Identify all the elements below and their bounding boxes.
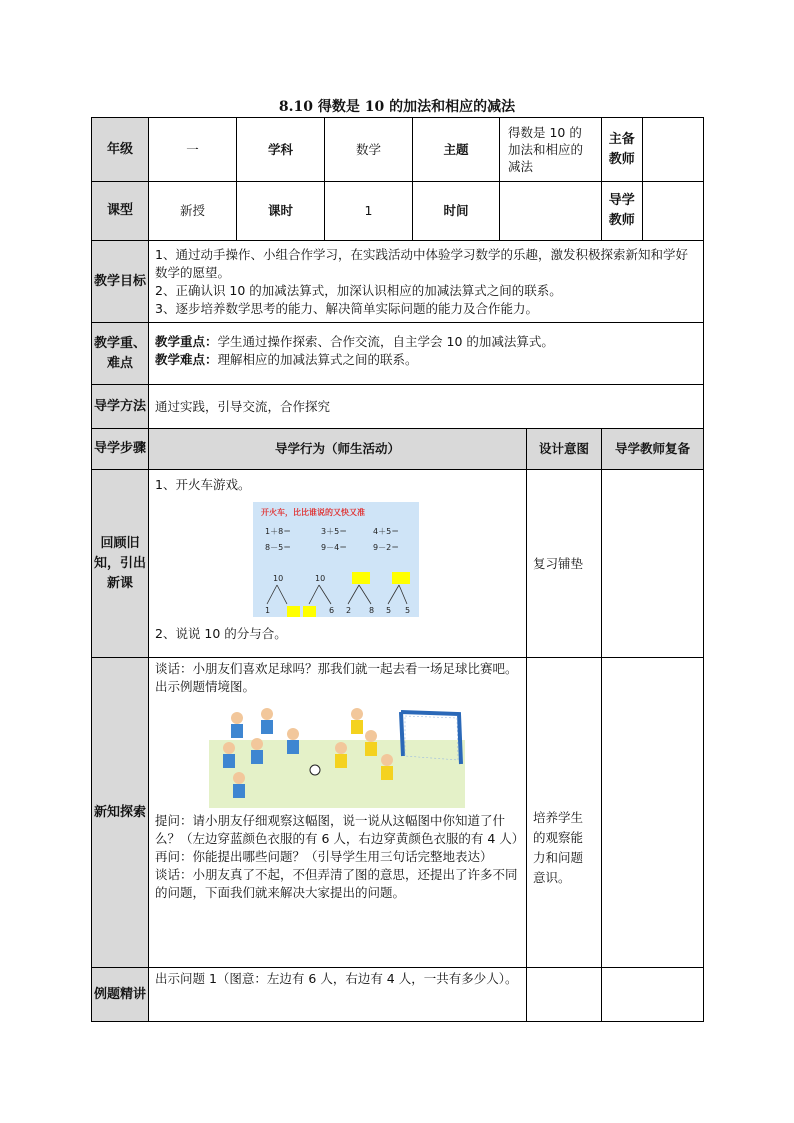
explore-p4: 再问：你能提出哪些问题？（引导学生用三句话完整地表达） [155,849,493,864]
steps-label: 导学步骤 [92,429,149,470]
grade-value: 一 [149,118,237,182]
equation-5: 9－4＝ [321,543,348,552]
theme-value: 得数是 10 的加法和相应的减法 [500,118,602,182]
example-label: 例题精讲 [92,968,149,1022]
method-row [92,385,704,429]
steps-header-row [92,429,704,470]
tree-2-right: 6 [329,606,335,615]
explore-p2: 出示例题情境图。 [155,679,256,694]
grade-label: 年级 [92,118,149,182]
review-label: 回顾旧知，引出新课 [92,470,149,658]
lesson-plan-table [91,117,704,1022]
subject-label: 学科 [237,118,325,182]
guide-value [642,182,703,240]
goal-item-3: 3、逐步培养数学思考的能力、解决简单实际问题的能力及合作能力。 [155,300,538,316]
type-label: 课型 [92,182,149,241]
time-value [500,182,602,241]
goals-label: 教学目标 [92,241,149,323]
method-text: 通过实践，引导交流，合作探究 [149,385,704,429]
explore-notes [602,658,704,968]
method-label: 导学方法 [92,385,149,429]
blank-box-3 [352,572,370,584]
col-review-header: 导学教师复备 [602,429,704,470]
keypoints-row [92,323,704,385]
train-figure-background [253,502,419,617]
blank-box-1 [287,606,300,617]
example-notes [602,968,704,1022]
equation-4: 8－5＝ [265,543,292,552]
explore-content [149,658,527,968]
goals-content [149,241,704,323]
train-game-figure [253,502,419,617]
example-text: 出示问题 1（图意：左边有 6 人，右边有 4 人，一共有多少人）。 [149,968,527,1022]
difficulty-label: 教学难点： [155,352,218,367]
col-activity-header: 导学行为（师生活动） [149,429,527,470]
explore-p3: 提问：请小朋友仔细观察这幅图，说一说从这幅图中你知道了什么？（左边穿蓝颜色衣服的有 6 人，右边穿黄颜色衣服的有 4 人） [155,813,525,846]
goals-row [92,241,704,323]
review-line-1: 1、开火车游戏。 [155,477,251,492]
tree-4-right: 5 [405,606,411,615]
equation-1: 1＋8＝ [265,527,292,536]
teacher-cell [602,118,704,182]
review-intent: 复习铺垫 [527,470,602,658]
explore-p5: 谈话：小朋友真了不起，不但弄清了图的意思，还提出了许多不同的问题，下面我们就来解决大家提出的问题。 [155,867,518,900]
tree-4-left: 5 [386,606,392,615]
tree-1-left: 1 [265,606,271,615]
document-title: 8.10 得数是 10 的加法和相应的减法 [278,99,516,115]
focus-label: 教学重点： [155,334,218,349]
soccer-scene-figure [209,700,465,808]
review-line-2: 2、说说 10 的分与合。 [155,626,287,641]
equation-6: 9－2＝ [373,543,400,552]
theme-label: 主题 [413,118,500,182]
review-content [149,470,527,658]
tree-1-top: 10 [273,574,284,583]
info-row-1 [92,118,704,182]
equation-3: 4＋5＝ [373,527,400,536]
explore-intent: 培养学生的观察能力和问题意识。 [527,658,602,968]
example-intent [527,968,602,1022]
focus-text: 学生通过操作探索、合作交流，自主学会 10 的加减法算式。 [217,334,554,349]
col-intent-header: 设计意图 [527,429,602,470]
review-notes [602,470,704,658]
keypoints-content [149,323,704,385]
teacher-value [642,118,703,181]
goal-item-1: 1、通过动手操作、小组合作学习，在实践活动中体验学习数学的乐趣，激发积极探索新知和学好数学的愿望。 [155,246,688,280]
example-row [92,968,704,1022]
tree-3-right: 8 [369,606,375,615]
type-value: 新授 [149,182,237,241]
tree-3-left: 2 [346,606,352,615]
hours-value: 1 [325,182,413,241]
subject-value: 数学 [325,118,413,182]
keypoints-label: 教学重、难点 [92,323,149,385]
teacher-label: 主备教师 [602,118,642,181]
hours-label: 课时 [237,182,325,241]
soccer-ball [310,765,320,775]
time-label: 时间 [413,182,500,241]
tree-2-top: 10 [315,574,326,583]
guide-label: 导学教师 [602,182,642,240]
explore-label: 新知探索 [92,658,149,968]
blank-box-4 [392,572,410,584]
equation-2: 3＋5＝ [321,527,348,536]
info-row-2 [92,182,704,241]
goal-item-2: 2、正确认识 10 的加减法算式，加深认识相应的加减法算式之间的联系。 [155,282,562,298]
difficulty-text: 理解相应的加减法算式之间的联系。 [217,352,418,367]
review-row [92,470,704,658]
guide-cell [602,182,704,241]
blank-box-2 [303,606,316,617]
explore-row [92,658,704,968]
train-figure-heading: 开火车，比比谁说的又快又准 [261,508,365,517]
explore-p1: 谈话：小朋友们喜欢足球吗？那我们就一起去看一场足球比赛吧。 [155,661,518,676]
